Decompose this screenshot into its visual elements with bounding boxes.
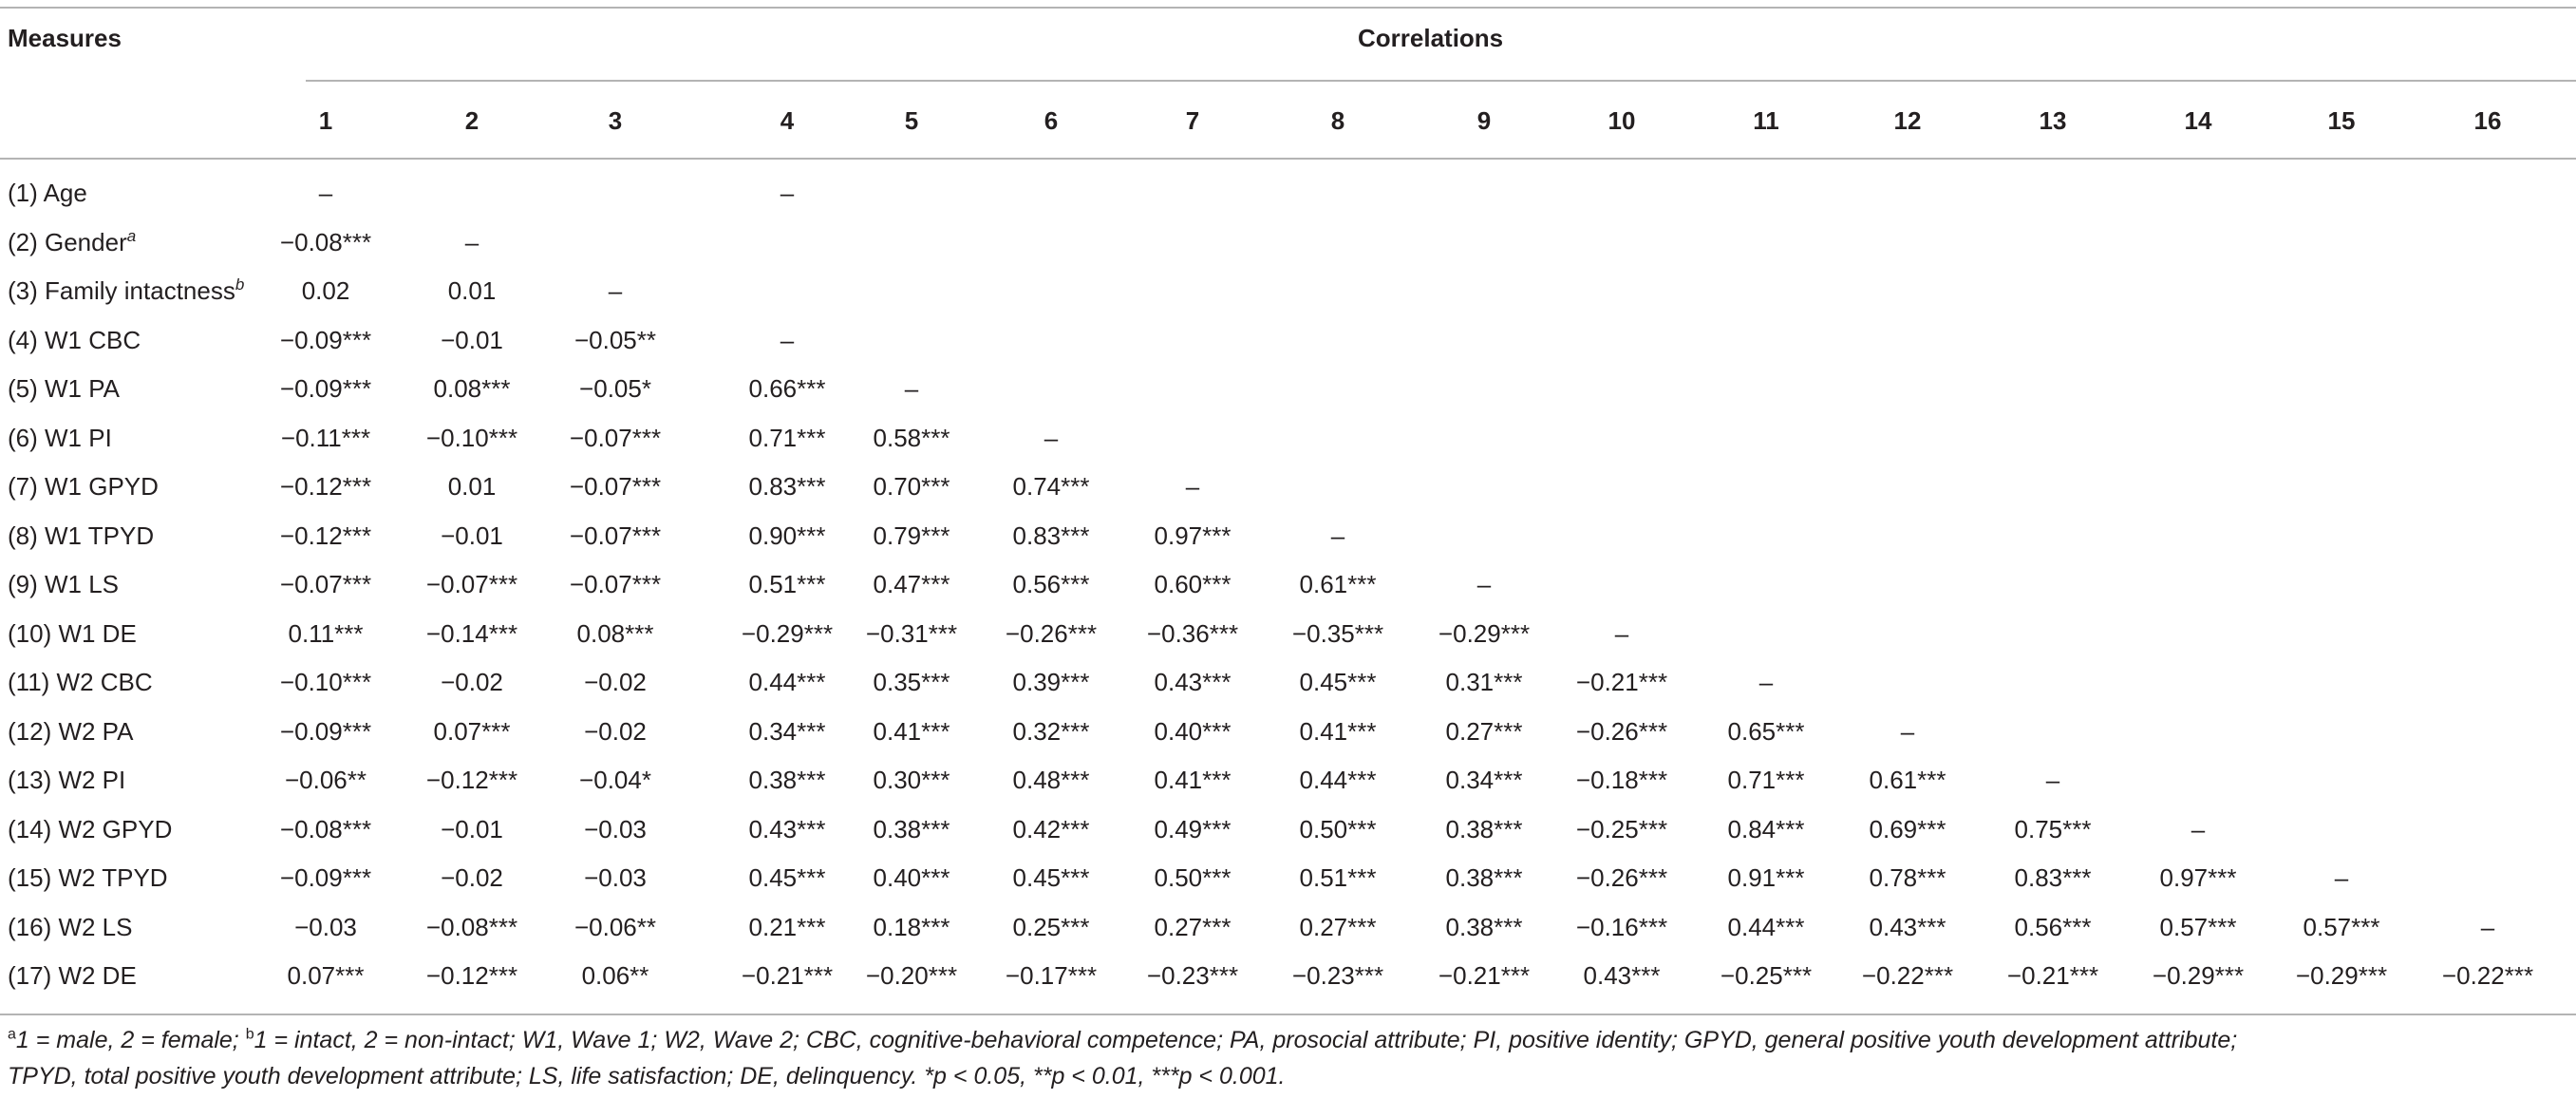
correlation-cell: 0.02 — [301, 276, 350, 305]
correlation-cell: −0.31*** — [865, 618, 958, 648]
row-label-text: (17) W2 DE — [8, 961, 137, 990]
correlation-cell: 0.69*** — [1869, 814, 1946, 843]
correlation-cell: – — [1614, 618, 1629, 648]
correlation-cell: 0.31*** — [1445, 668, 1523, 696]
correlation-cell: – — [1044, 423, 1059, 452]
correlation-cell: −0.20*** — [865, 961, 958, 990]
correlation-cell: −0.05** — [573, 325, 657, 354]
footnote-gender-coding: 1 = male, 2 = female; — [15, 1027, 239, 1053]
correlation-cell: – — [608, 276, 623, 305]
correlation-cell: 0.83*** — [2014, 863, 2092, 892]
footnote-marker-b: b — [245, 1026, 254, 1043]
correlation-cell: 0.58*** — [873, 423, 950, 452]
correlation-cell: 0.38*** — [873, 814, 950, 843]
correlation-cell: – — [2334, 863, 2349, 892]
row-label — [8, 766, 125, 794]
correlation-cell: −0.03 — [584, 863, 647, 892]
correlation-cell: – — [1476, 570, 1492, 598]
row-label-text: (2) Gender — [8, 227, 127, 256]
row-label — [8, 521, 154, 550]
measures-header: Measures — [8, 24, 122, 52]
column-number: 2 — [464, 106, 479, 135]
column-number: 11 — [1753, 106, 1779, 135]
row-label — [8, 570, 119, 598]
correlation-cell: −0.07*** — [569, 423, 662, 452]
correlation-cell: 0.50*** — [1299, 814, 1377, 843]
correlation-cell: 0.50*** — [1154, 863, 1232, 892]
correlation-cell: 0.57*** — [2159, 912, 2237, 941]
correlation-cell: 0.39*** — [1012, 668, 1090, 696]
correlation-cell: −0.05* — [579, 374, 651, 403]
correlation-cell: −0.03 — [584, 814, 647, 843]
correlation-cell: 0.18*** — [873, 912, 950, 941]
footnote-marker: a — [126, 226, 137, 245]
correlation-cell: 0.45*** — [1299, 668, 1377, 696]
correlation-cell: 0.51*** — [1299, 863, 1377, 892]
correlation-cell: 0.48*** — [1012, 766, 1090, 794]
correlation-cell: −0.02 — [584, 716, 647, 746]
correlation-cell: – — [1185, 472, 1200, 501]
row-label — [8, 374, 120, 403]
column-number: 10 — [1608, 106, 1636, 135]
correlation-cell: 0.08*** — [576, 618, 654, 648]
correlation-cell: −0.17*** — [1005, 961, 1098, 990]
correlation-cell: −0.07*** — [569, 570, 662, 598]
correlation-cell: – — [2045, 766, 2060, 794]
correlation-cell: 0.38*** — [1445, 814, 1523, 843]
footnote-abbreviations-2: TPYD, total positive youth development attribute; LS, life satisfaction; DE, delinquency. — [8, 1063, 918, 1090]
correlation-cell: 0.41*** — [1299, 716, 1377, 746]
correlation-cell: −0.12*** — [425, 961, 518, 990]
correlation-cell: −0.07*** — [569, 521, 662, 550]
correlation-cell: −0.10*** — [279, 668, 372, 696]
row-label-text: (9) W1 LS — [8, 570, 120, 598]
correlation-cell: 0.91*** — [1727, 863, 1805, 892]
correlation-cell: 0.32*** — [1012, 716, 1090, 746]
correlation-cell: −0.06** — [284, 766, 367, 794]
column-number: 12 — [1893, 106, 1922, 135]
correlation-cell: – — [1330, 521, 1345, 550]
correlation-cell: 0.45*** — [1012, 863, 1090, 892]
correlation-cell: −0.11*** — [280, 423, 371, 452]
header-bottom-rule — [0, 158, 2576, 160]
column-number: 14 — [2184, 106, 2212, 135]
row-label — [8, 619, 137, 648]
row-label — [8, 326, 141, 354]
column-number: 3 — [608, 106, 623, 135]
correlation-cell: −0.12*** — [279, 472, 372, 501]
correlations-underline — [306, 80, 2576, 82]
correlation-cell: −0.36*** — [1146, 618, 1239, 648]
correlation-cell: −0.06** — [573, 912, 657, 941]
correlation-cell: −0.25*** — [1575, 814, 1668, 843]
footnote-significance: *p < 0.05, **p < 0.01, ***p < 0.001. — [917, 1063, 1286, 1090]
column-number: 5 — [904, 106, 919, 135]
correlation-cell: 0.27*** — [1445, 716, 1523, 746]
row-label-text: (1) Age — [8, 179, 87, 207]
row-label-text: (12) W2 PA — [8, 716, 134, 746]
footnote-marker-a: a — [8, 1026, 16, 1043]
row-label-text: (5) W1 PA — [8, 374, 120, 403]
correlation-cell: −0.35*** — [1291, 618, 1384, 648]
row-label-text: (11) W2 CBC — [8, 668, 153, 696]
row-label-text: (3) Family intactness — [8, 276, 235, 305]
correlation-cell: – — [2480, 912, 2495, 941]
correlation-cell: 0.71*** — [748, 423, 826, 452]
correlation-cell: −0.09*** — [279, 716, 372, 746]
correlation-cell: 0.83*** — [1012, 521, 1090, 550]
column-number: 16 — [2473, 106, 2502, 135]
correlation-cell: 0.06** — [581, 961, 649, 990]
correlation-cell: −0.21*** — [2006, 961, 2099, 990]
correlation-cell: 0.07*** — [287, 961, 365, 990]
correlation-cell: −0.08*** — [279, 814, 372, 843]
correlation-cell: 0.25*** — [1012, 912, 1090, 941]
correlation-cell: −0.21*** — [741, 961, 834, 990]
correlation-cell: −0.18*** — [1575, 766, 1668, 794]
correlation-cell: 0.45*** — [748, 863, 826, 892]
correlation-cell: 0.38*** — [748, 766, 826, 794]
row-label-text: (6) W1 PI — [8, 423, 112, 452]
correlation-cell: 0.07*** — [433, 716, 511, 746]
correlation-cell: 0.84*** — [1727, 814, 1805, 843]
correlation-cell: −0.09*** — [279, 863, 372, 892]
correlation-cell: 0.08*** — [433, 374, 511, 403]
correlation-cell: −0.04* — [579, 766, 651, 794]
correlation-cell: 0.78*** — [1869, 863, 1946, 892]
correlation-cell: −0.02 — [441, 668, 503, 696]
correlation-cell: – — [780, 179, 795, 207]
row-label — [8, 424, 112, 452]
correlation-cell: 0.41*** — [873, 716, 950, 746]
correlation-cell: −0.07*** — [279, 570, 372, 598]
correlation-cell: 0.27*** — [1299, 912, 1377, 941]
correlation-cell: −0.09*** — [279, 325, 372, 354]
column-number: 6 — [1044, 106, 1059, 135]
row-label-text: (15) W2 TPYD — [8, 863, 168, 892]
footnote-line-1 — [8, 1022, 2562, 1058]
correlation-cell: 0.42*** — [1012, 814, 1090, 843]
row-label — [8, 668, 153, 696]
correlation-cell: −0.25*** — [1720, 961, 1813, 990]
correlation-cell: 0.97*** — [2159, 863, 2237, 892]
correlation-cell: 0.70*** — [873, 472, 950, 501]
correlation-cell: 0.56*** — [2014, 912, 2092, 941]
column-number: 1 — [318, 106, 333, 135]
row-label-text: (7) W1 GPYD — [8, 472, 159, 501]
row-label — [8, 913, 133, 941]
row-label-text: (4) W1 CBC — [8, 325, 141, 354]
correlation-cell: 0.51*** — [748, 570, 826, 598]
correlation-cell: 0.38*** — [1445, 863, 1523, 892]
correlation-cell: 0.49*** — [1154, 814, 1232, 843]
correlation-cell: 0.35*** — [873, 668, 950, 696]
correlation-cell: −0.07*** — [425, 570, 518, 598]
correlation-cell: 0.61*** — [1299, 570, 1377, 598]
correlation-cell: 0.41*** — [1154, 766, 1232, 794]
correlation-cell: −0.26*** — [1005, 618, 1098, 648]
correlation-cell: 0.01 — [447, 276, 497, 305]
column-number: 4 — [780, 106, 795, 135]
correlation-cell: −0.09*** — [279, 374, 372, 403]
correlation-cell: 0.44*** — [748, 668, 826, 696]
correlation-cell: −0.26*** — [1575, 716, 1668, 746]
footnote-intactness-coding: 1 = intact, 2 = non-intact; — [254, 1027, 516, 1053]
correlation-cell: −0.29*** — [2152, 961, 2245, 990]
correlation-cell: −0.23*** — [1146, 961, 1239, 990]
correlations-header: Correlations — [1358, 24, 1504, 52]
correlation-cell: 0.40*** — [873, 863, 950, 892]
correlation-cell: −0.12*** — [279, 521, 372, 550]
column-number: 15 — [2327, 106, 2356, 135]
footnote-line-2 — [8, 1058, 2562, 1094]
correlation-cell: 0.65*** — [1727, 716, 1805, 746]
correlation-cell: 0.44*** — [1299, 766, 1377, 794]
correlation-cell: −0.10*** — [425, 423, 518, 452]
correlation-cell: 0.74*** — [1012, 472, 1090, 501]
correlation-cell: −0.02 — [441, 863, 503, 892]
correlation-cell: 0.79*** — [873, 521, 950, 550]
correlation-cell: 0.30*** — [873, 766, 950, 794]
row-label-text: (8) W1 TPYD — [8, 521, 155, 550]
correlation-cell: 0.34*** — [748, 716, 826, 746]
column-number: 13 — [2039, 106, 2067, 135]
correlation-cell: 0.61*** — [1869, 766, 1946, 794]
row-label — [8, 815, 172, 843]
correlation-cell: 0.75*** — [2014, 814, 2092, 843]
correlation-cell: 0.83*** — [748, 472, 826, 501]
row-label — [8, 961, 137, 990]
correlation-cell: −0.08*** — [425, 912, 518, 941]
correlation-cell: – — [1900, 716, 1915, 746]
correlation-cell: 0.21*** — [748, 912, 826, 941]
correlation-cell: 0.43*** — [748, 814, 826, 843]
correlation-cell: – — [464, 227, 479, 256]
correlation-cell: −0.16*** — [1575, 912, 1668, 941]
correlation-cell: 0.71*** — [1727, 766, 1805, 794]
correlation-cell: −0.08*** — [279, 227, 372, 256]
footnote-marker: b — [235, 275, 245, 294]
correlation-cell: 0.11*** — [288, 618, 364, 648]
correlation-cell: −0.29*** — [1438, 618, 1531, 648]
column-number: 8 — [1330, 106, 1345, 135]
correlation-cell: −0.26*** — [1575, 863, 1668, 892]
correlation-cell: −0.01 — [441, 521, 503, 550]
correlation-cell: 0.43*** — [1869, 912, 1946, 941]
correlation-cell: −0.21*** — [1575, 668, 1668, 696]
column-number: 7 — [1185, 106, 1200, 135]
correlation-cell: −0.01 — [441, 814, 503, 843]
correlation-cell: 0.66*** — [748, 374, 826, 403]
correlation-cell: 0.97*** — [1154, 521, 1232, 550]
correlation-cell: – — [318, 179, 333, 207]
correlation-cell: 0.40*** — [1154, 716, 1232, 746]
correlation-cell: −0.01 — [441, 325, 503, 354]
table-bottom-rule — [0, 1014, 2576, 1015]
correlation-cell: 0.27*** — [1154, 912, 1232, 941]
row-label-text: (16) W2 LS — [8, 912, 133, 941]
correlation-cell: 0.01 — [447, 472, 497, 501]
correlation-cell: −0.07*** — [569, 472, 662, 501]
row-label — [8, 472, 159, 501]
correlation-cell: 0.57*** — [2303, 912, 2380, 941]
correlation-cell: −0.22*** — [1861, 961, 1954, 990]
row-label — [8, 228, 136, 256]
correlation-cell: −0.22*** — [2441, 961, 2534, 990]
correlation-cell: −0.02 — [584, 668, 647, 696]
correlation-cell: 0.56*** — [1012, 570, 1090, 598]
row-label — [8, 276, 244, 305]
correlation-cell: 0.47*** — [873, 570, 950, 598]
correlation-cell: 0.44*** — [1727, 912, 1805, 941]
row-label — [8, 179, 87, 207]
correlation-cell: −0.23*** — [1291, 961, 1384, 990]
correlation-cell: 0.34*** — [1445, 766, 1523, 794]
correlation-cell: 0.38*** — [1445, 912, 1523, 941]
correlation-cell: – — [780, 325, 795, 354]
table-top-rule — [0, 7, 2576, 9]
correlation-cell: −0.21*** — [1438, 961, 1531, 990]
column-number: 9 — [1476, 106, 1492, 135]
correlation-cell: −0.12*** — [425, 766, 518, 794]
row-label — [8, 863, 168, 892]
correlation-cell: 0.90*** — [748, 521, 826, 550]
correlation-cell: −0.03 — [294, 912, 357, 941]
row-label — [8, 717, 133, 746]
row-label-text: (13) W2 PI — [8, 766, 126, 794]
correlation-cell: −0.29*** — [2295, 961, 2388, 990]
correlation-cell: −0.29*** — [741, 618, 834, 648]
correlation-cell: 0.43*** — [1583, 961, 1661, 990]
row-label-text: (10) W1 DE — [8, 618, 137, 648]
footnote-abbreviations-1: W1, Wave 1; W2, Wave 2; CBC, cognitive-behavioral competence; PA, prosocial attribute; PI, positive identity; GPYD, general positive youth development attribute; — [515, 1027, 2238, 1053]
correlation-cell: – — [1758, 668, 1774, 696]
correlation-cell: 0.60*** — [1154, 570, 1232, 598]
correlation-cell: – — [904, 374, 919, 403]
correlation-cell: 0.43*** — [1154, 668, 1232, 696]
row-label-text: (14) W2 GPYD — [8, 814, 173, 843]
correlation-cell: −0.14*** — [425, 618, 518, 648]
correlation-cell: – — [2191, 814, 2206, 843]
table-footnote — [8, 1022, 2562, 1094]
